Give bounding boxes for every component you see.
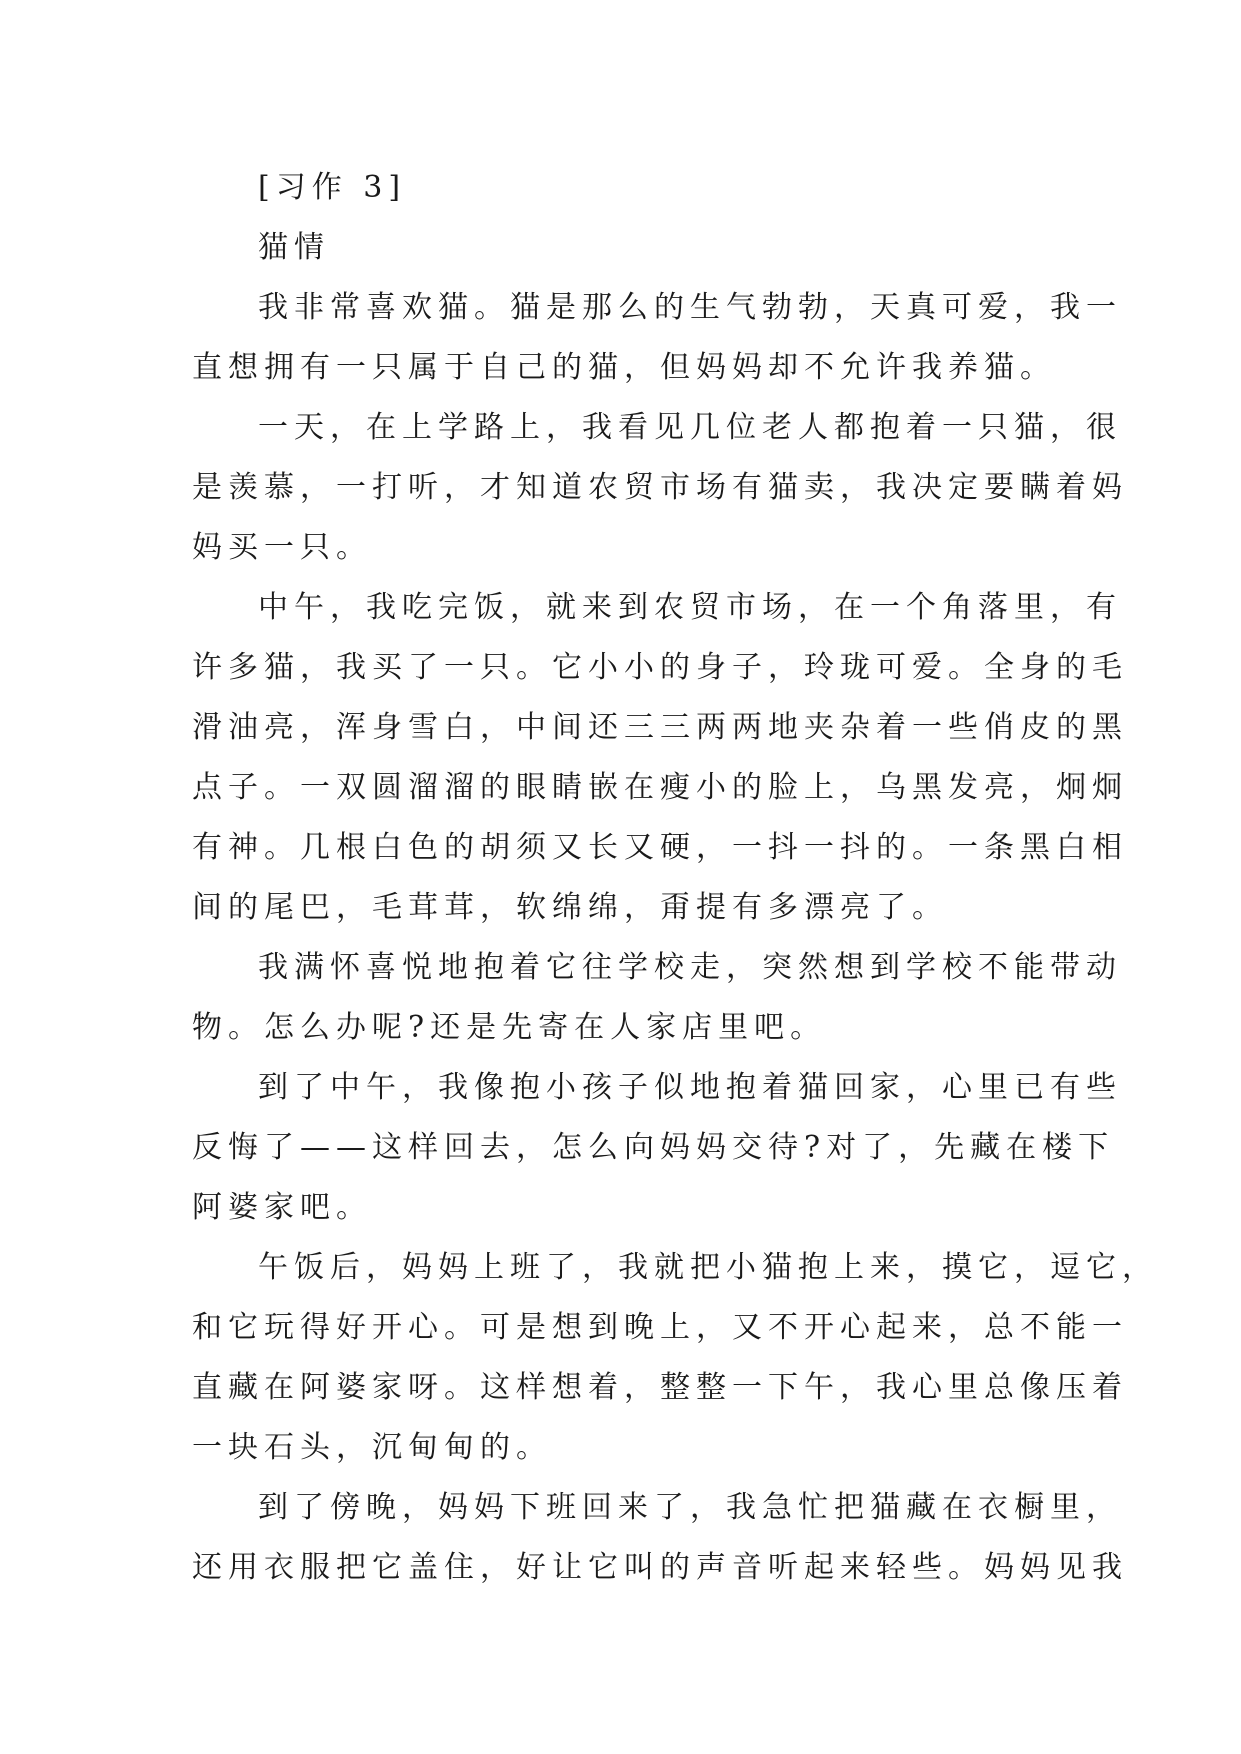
text-line: 和它玩得好开心。可是想到晚上，又不开心起来，总不能一: [192, 1310, 1128, 1345]
essay-label: [习作 3]: [258, 170, 407, 205]
text-line: 到了中午，我像抱小孩子似地抱着猫回家，心里已有些: [258, 1070, 1122, 1105]
text-line: 阿婆家吧。: [192, 1190, 372, 1225]
text-line: 点子。一双圆溜溜的眼睛嵌在瘦小的脸上，乌黑发亮，炯炯: [192, 770, 1128, 805]
text-line: 我非常喜欢猫。猫是那么的生气勃勃，天真可爱，我一: [258, 290, 1122, 325]
text-line: 直藏在阿婆家呀。这样想着，整整一下午，我心里总像压着: [192, 1370, 1128, 1405]
document-page: [192, 158, 1158, 1598]
text-line: 妈买一只。: [192, 530, 372, 565]
text-line: 是羡慕，一打听，才知道农贸市场有猫卖，我决定要瞒着妈: [192, 470, 1128, 505]
text-line: 一块石头，沉甸甸的。: [192, 1430, 552, 1465]
text-line: 中午，我吃完饭，就来到农贸市场，在一个角落里，有: [258, 590, 1122, 625]
text-line: 有神。几根白色的胡须又长又硬，一抖一抖的。一条黑白相: [192, 830, 1128, 865]
text-line: 一天，在上学路上，我看见几位老人都抱着一只猫，很: [258, 410, 1122, 445]
text-line: 反悔了——这样回去，怎么向妈妈交待?对了，先藏在楼下: [192, 1130, 1115, 1165]
text-line: 物。怎么办呢?还是先寄在人家店里吧。: [192, 1010, 827, 1045]
essay-title: 猫情: [258, 230, 330, 265]
text-line: 直想拥有一只属于自己的猫，但妈妈却不允许我养猫。: [192, 350, 1056, 385]
text-line: 还用衣服把它盖住，好让它叫的声音听起来轻些。妈妈见我: [192, 1550, 1128, 1585]
text-line: 到了傍晚，妈妈下班回来了，我急忙把猫藏在衣橱里，: [258, 1490, 1122, 1525]
text-line: 我满怀喜悦地抱着它往学校走，突然想到学校不能带动: [258, 950, 1122, 985]
text-line: 间的尾巴，毛茸茸，软绵绵，甭提有多漂亮了。: [192, 890, 948, 925]
essay-body: [192, 278, 1158, 1598]
text-line: 午饭后，妈妈上班了，我就把小猫抱上来，摸它，逗它，: [258, 1250, 1158, 1285]
text-line: 滑油亮，浑身雪白，中间还三三两两地夹杂着一些俏皮的黑: [192, 710, 1128, 745]
text-line: 许多猫，我买了一只。它小小的身子，玲珑可爱。全身的毛: [192, 650, 1128, 685]
